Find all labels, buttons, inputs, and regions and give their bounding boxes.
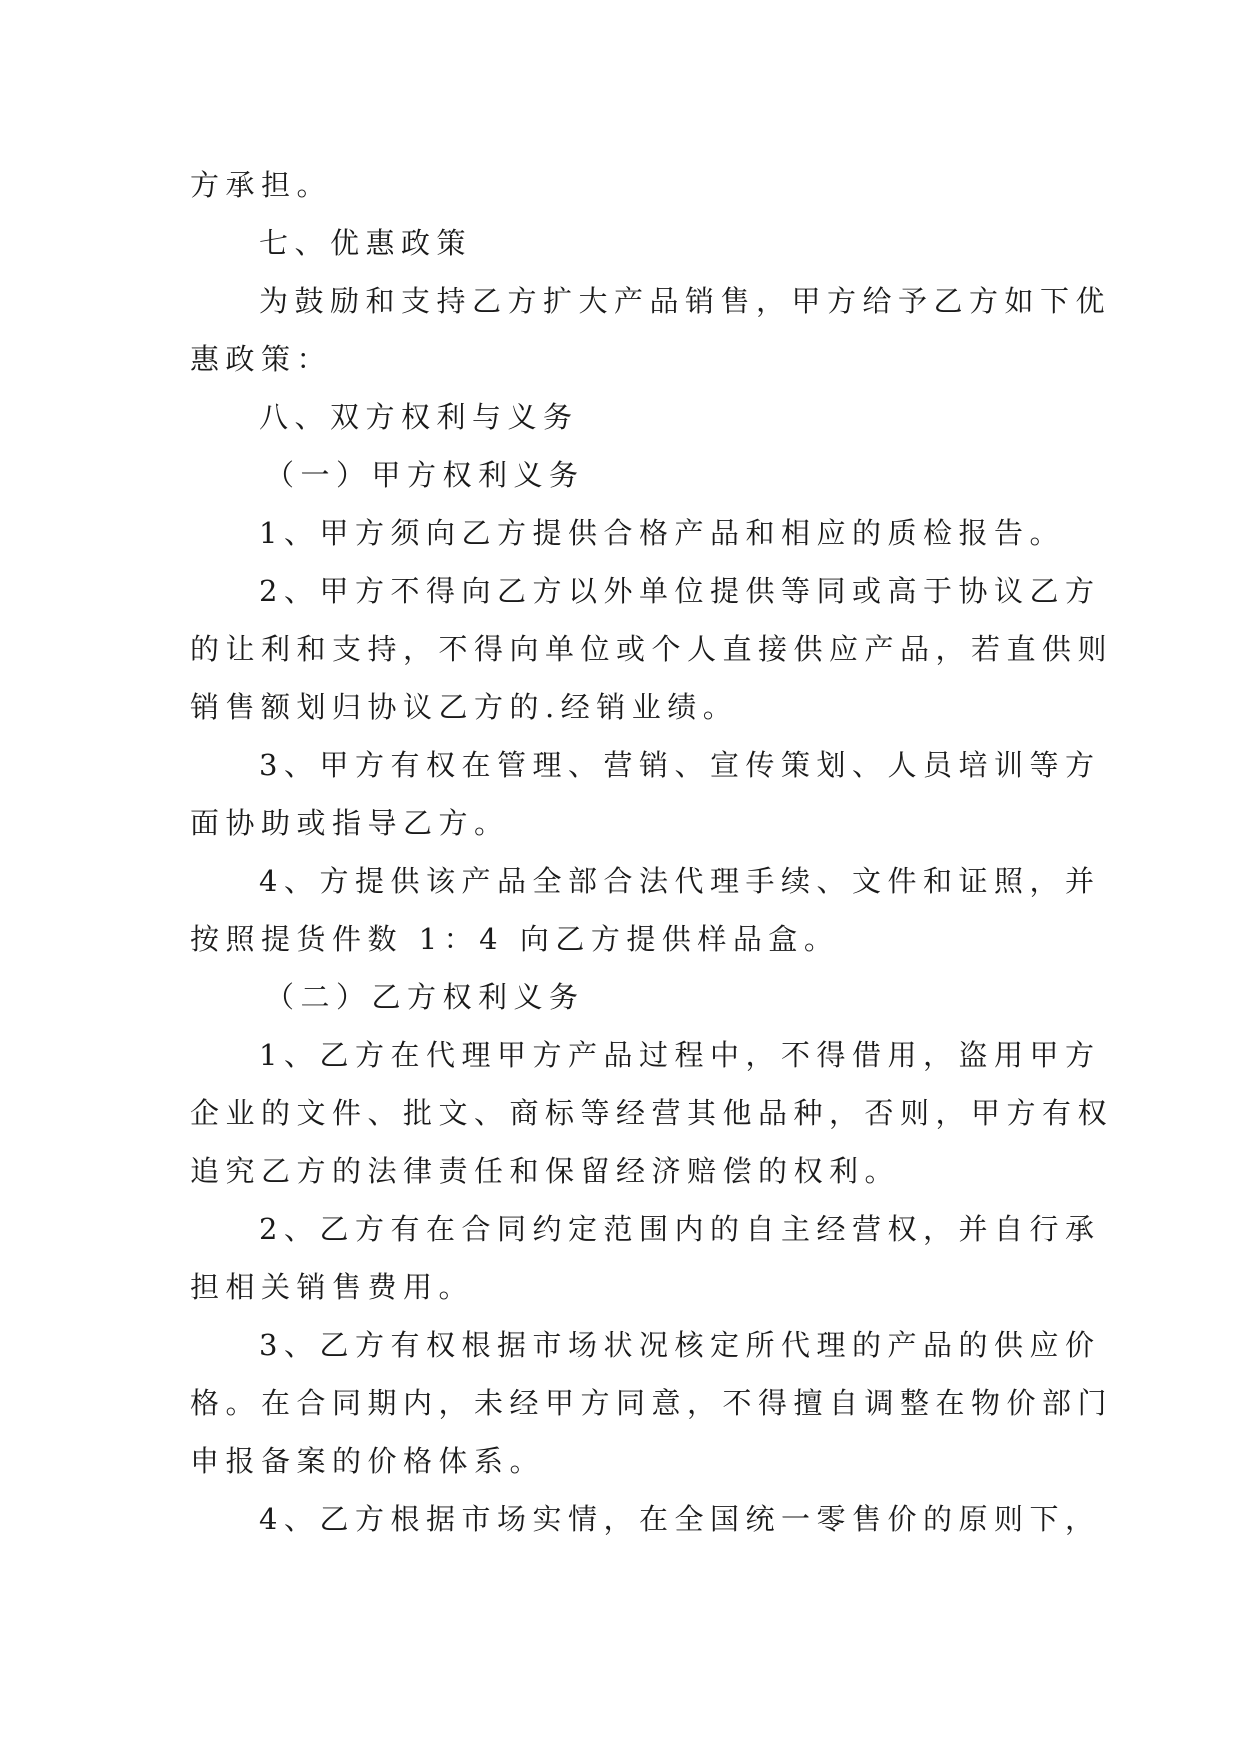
paragraph-line: 申报备案的价格体系。 — [190, 1444, 546, 1478]
paragraph-line: 2、甲方不得向乙方以外单位提供等同或高于协议乙方 — [259, 574, 1101, 608]
paragraph-line: 4、乙方根据市场实情，在全国统一零售价的原则下， — [259, 1502, 1101, 1536]
subsection-heading-party-b: （二）乙方权利义务 — [265, 980, 585, 1014]
document-body — [190, 156, 1114, 1548]
paragraph-line: 按照提货件数 1：4 向乙方提供样品盒。 — [190, 922, 840, 956]
section-heading-rights-obligations: 八、双方权利与义务 — [259, 400, 579, 434]
paragraph-line: 企业的文件、批文、商标等经营其他品种，否则，甲方有权 — [190, 1096, 1114, 1130]
paragraph-line: 2、乙方有在合同约定范围内的自主经营权，并自行承 — [259, 1212, 1101, 1246]
paragraph-line: 销售额划归协议乙方的.经销业绩。 — [190, 690, 739, 724]
paragraph-line: 面协助或指导乙方。 — [190, 806, 510, 840]
paragraph-line: 担相关销售费用。 — [190, 1270, 475, 1304]
paragraph-line: 为鼓励和支持乙方扩大产品销售，甲方给予乙方如下优 — [259, 284, 1112, 318]
section-heading-preferential-policy: 七、优惠政策 — [259, 226, 473, 260]
paragraph-line: 4、方提供该产品全部合法代理手续、文件和证照，并 — [259, 864, 1101, 898]
paragraph-line: 方承担。 — [190, 168, 333, 202]
paragraph-line: 3、乙方有权根据市场状况核定所代理的产品的供应价 — [259, 1328, 1101, 1362]
paragraph-line: 追究乙方的法律责任和保留经济赔偿的权利。 — [190, 1154, 901, 1188]
paragraph-line: 惠政策： — [190, 342, 333, 376]
paragraph-line: 的让利和支持，不得向单位或个人直接供应产品，若直供则 — [190, 632, 1114, 666]
subsection-heading-party-a: （一）甲方权利义务 — [265, 458, 585, 492]
paragraph-line: 1、甲方须向乙方提供合格产品和相应的质检报告。 — [259, 516, 1065, 550]
paragraph-line: 1、乙方在代理甲方产品过程中，不得借用，盗用甲方 — [259, 1038, 1101, 1072]
paragraph-line: 格。在合同期内，未经甲方同意，不得擅自调整在物价部门 — [190, 1386, 1114, 1420]
paragraph-line: 3、甲方有权在管理、营销、宣传策划、人员培训等方 — [259, 748, 1101, 782]
